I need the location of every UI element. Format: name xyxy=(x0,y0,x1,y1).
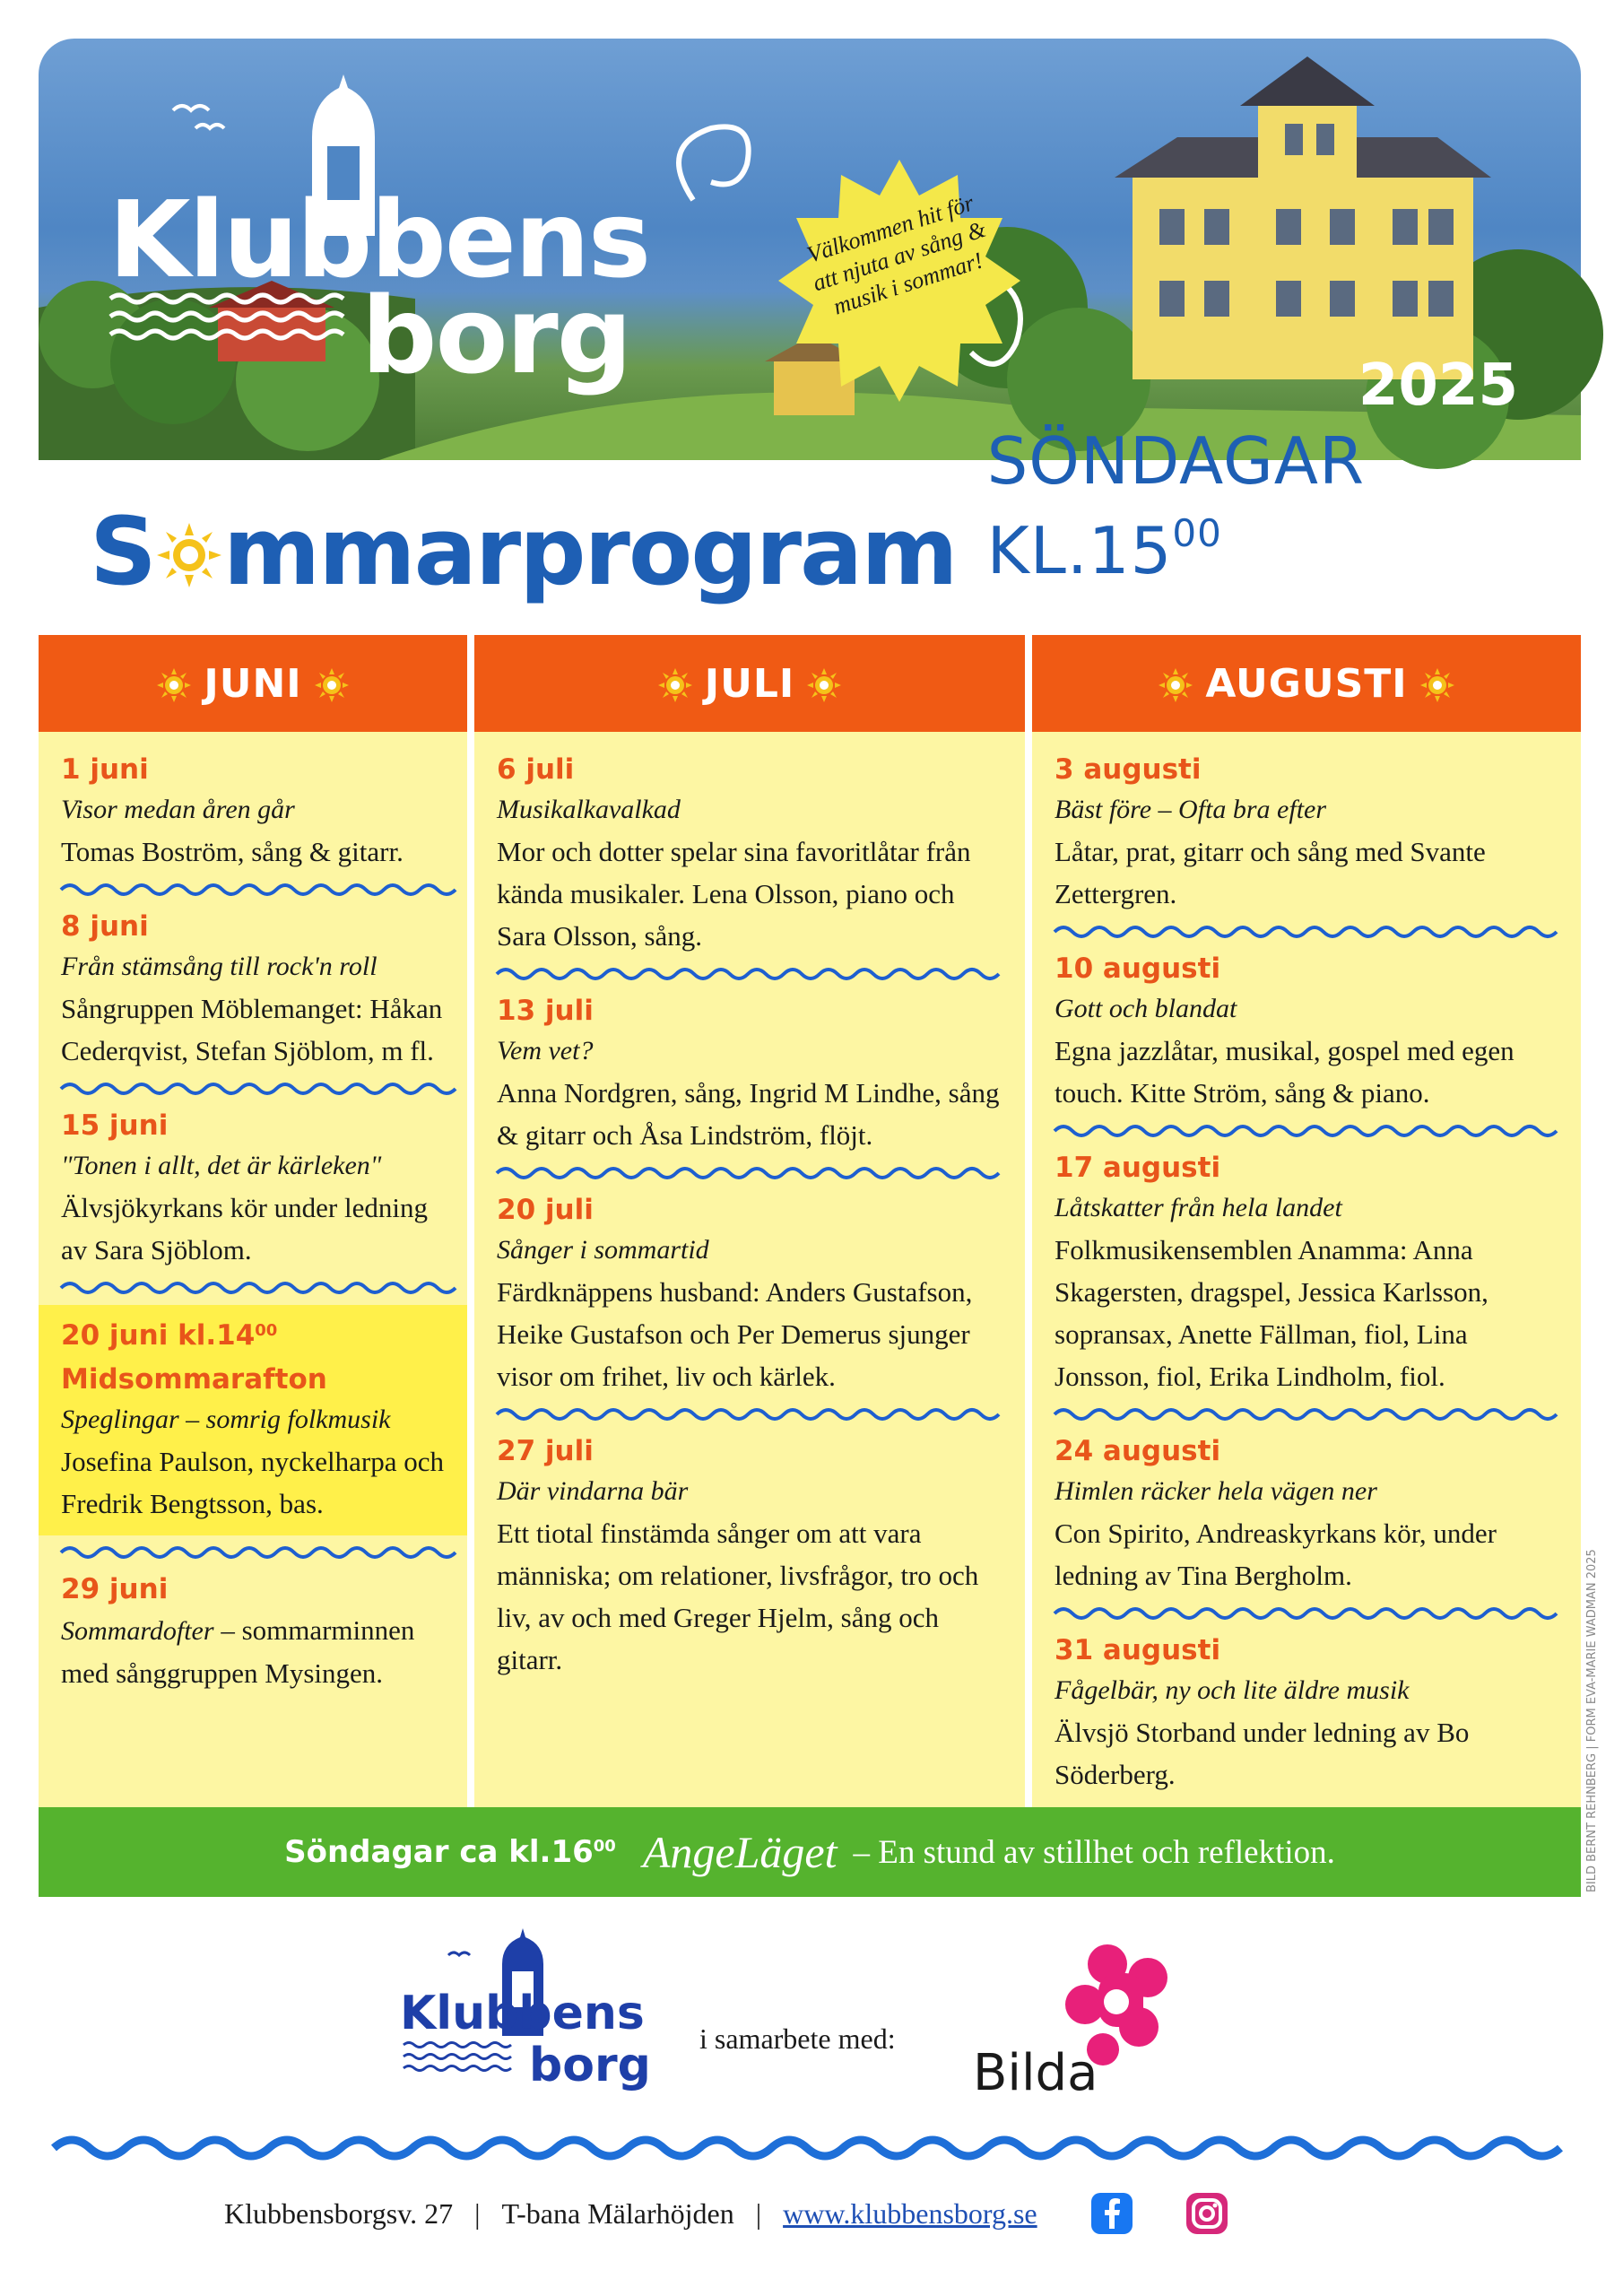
column-juni xyxy=(39,635,467,1807)
bilda-logo xyxy=(973,1937,1179,2102)
title-prefix: S xyxy=(90,497,155,606)
wave-divider xyxy=(1032,920,1581,940)
wave-divider xyxy=(39,1541,467,1561)
wave-divider xyxy=(474,962,1025,982)
footer-address: Klubbensborgsv. 27 xyxy=(224,2196,454,2230)
event-description: Färdknäppens husband: Anders Gustafson, Heike Gustafson och Per Demerus sjunger visor om frihet, liv och kärlek. xyxy=(497,1276,973,1392)
event-date: 17 augusti xyxy=(1055,1152,1221,1184)
angelaget-time: Söndagar ca $kl.16^{00}$ xyxy=(284,1834,616,1870)
sun-icon xyxy=(1420,666,1454,700)
event-description: Con Spirito, Andreaskyrkans kör, under ledning av Tina Bergholm. xyxy=(1055,1518,1497,1591)
klubbensborg-logo xyxy=(395,1928,651,2099)
event-title: Bäst före – Ofta bra efter xyxy=(1055,795,1327,824)
event-date: 20 juli xyxy=(497,1194,594,1226)
column-heading: JULI xyxy=(474,635,1025,732)
event-item xyxy=(1032,750,1581,915)
footer-sep: | xyxy=(755,2196,762,2230)
event-title: Där vindarna bär xyxy=(497,1476,689,1506)
event-title: "Tonen i allt, det är kärleken" xyxy=(61,1151,382,1180)
title-main xyxy=(90,498,957,605)
event-title: Från stämsång till rock'n roll xyxy=(61,952,378,981)
column-augusti xyxy=(1032,635,1581,1807)
sun-icon xyxy=(315,666,349,700)
event-title: Speglingar – somrig folkmusik xyxy=(61,1405,391,1434)
event-item xyxy=(39,907,467,1072)
event-date: 20 juni $kl.14^{00}$ xyxy=(61,1319,278,1352)
event-date: 13 juli xyxy=(497,995,594,1027)
column-heading: AUGUSTI xyxy=(1032,635,1581,732)
wave-divider xyxy=(1032,1403,1581,1422)
column-juli xyxy=(474,635,1025,1807)
event-item xyxy=(39,750,467,873)
instagram-icon[interactable] xyxy=(1186,2193,1228,2234)
welcome-text: Välkommen hit för att njuta av sång & musik i sommar! xyxy=(803,189,989,320)
event-item xyxy=(474,1190,1025,1397)
event-title: Sånger i sommartid xyxy=(497,1235,709,1265)
sun-icon xyxy=(157,666,191,700)
sun-icon xyxy=(1159,666,1193,700)
event-title: Gott och blandat xyxy=(1055,994,1237,1023)
event-date: 31 augusti xyxy=(1055,1634,1221,1666)
wave-divider xyxy=(474,1161,1025,1181)
logo-line1: Klubbens xyxy=(108,178,650,301)
event-description: Tomas Boström, sång & gitarr. xyxy=(61,836,404,867)
event-title: Vem vet? xyxy=(497,1036,594,1065)
event-description: Sommardofter – sommarminnen med sånggruppen Mysingen. xyxy=(61,1614,415,1689)
wave-divider xyxy=(1032,1602,1581,1622)
event-title: Visor medan åren går xyxy=(61,795,295,824)
image-credit: BILD BERNT REHNBERG | FORM EVA-MARIE WADMAN 2025 xyxy=(1585,1549,1599,1892)
event-description: Josefina Paulson, nyckelharpa och Fredrik Bengtsson, bas. xyxy=(61,1446,444,1519)
event-item xyxy=(1032,1631,1581,1796)
sun-icon xyxy=(807,666,841,700)
event-item xyxy=(39,1305,467,1535)
event-title: Låtskatter från hela landet xyxy=(1055,1193,1342,1222)
event-item xyxy=(1032,1431,1581,1596)
event-item xyxy=(1032,949,1581,1114)
event-date: 6 juli xyxy=(497,753,575,786)
website-link[interactable]: www.klubbensborg.se xyxy=(783,2196,1037,2230)
event-description: Egna jazzlåtar, musikal, gospel med egen touch. Kitte Ström, sång & piano. xyxy=(1055,1035,1515,1109)
title-rest: mmarprogram xyxy=(222,497,957,606)
sun-icon xyxy=(157,523,221,587)
svg-text:Klubbens: Klubbens xyxy=(400,1987,645,2040)
year: 2025 xyxy=(1358,352,1518,419)
event-item xyxy=(474,750,1025,957)
title-sub: SÖNDAGAR $KL.15^{00}$ xyxy=(986,423,1366,588)
event-date: 8 juni xyxy=(61,910,149,943)
event-date-note: Midsommarafton xyxy=(61,1363,327,1396)
svg-text:Bilda: Bilda xyxy=(973,2044,1098,2102)
event-item xyxy=(474,991,1025,1156)
footer-transit: T-bana Mälarhöjden xyxy=(501,2196,734,2230)
wave-divider xyxy=(39,878,467,898)
event-title: Musikalkavalkad xyxy=(497,795,681,824)
event-description: Sångruppen Möblemanget: Håkan Cederqvist, Stefan Sjöblom, m fl. xyxy=(61,993,443,1066)
event-date: 3 augusti xyxy=(1055,753,1202,786)
event-date: 24 augusti xyxy=(1055,1435,1221,1467)
event-description: Mor och dotter spelar sina favoritlåtar från kända musikaler. Lena Olsson, piano och Sara Olsson, sång. xyxy=(497,836,971,952)
wave-divider xyxy=(1032,1119,1581,1139)
logo-line2: borg xyxy=(361,274,631,397)
wave-divider xyxy=(39,1077,467,1097)
event-description: Älvsjökyrkans kör under ledning av Sara Sjöblom. xyxy=(61,1192,428,1265)
event-description: Ett tiotal finstämda sånger om att vara människa; om relationer, livsfrågor, tro och liv, av och med Greger Hjelm, sång och gitarr. xyxy=(497,1518,979,1675)
angelaget-bar xyxy=(39,1807,1581,1897)
event-title: Himlen räcker hela vägen ner xyxy=(1055,1476,1377,1506)
wave-divider xyxy=(474,1403,1025,1422)
footer xyxy=(224,2187,1480,2240)
event-description: Låtar, prat, gitarr och sång med Svante Zettergren. xyxy=(1055,836,1486,909)
event-date: 29 juni xyxy=(61,1573,169,1605)
event-description: Folkmusikensemblen Anamma: Anna Skagersten, dragspel, Jessica Karlsson, sopransax, Anette Fällman, fiol, Lina Jonsson, fiol, Erika Lindholm, fiol. xyxy=(1055,1234,1488,1392)
event-description: Älvsjö Storband under ledning av Bo Söderberg. xyxy=(1055,1717,1470,1790)
wave-divider xyxy=(39,1276,467,1296)
event-item xyxy=(1032,1148,1581,1397)
page-title xyxy=(90,423,1542,606)
event-date: 27 juli xyxy=(497,1435,594,1467)
collab-text: i samarbete med: xyxy=(699,2022,896,2055)
event-description: Anna Nordgren, sång, Ingrid M Lindhe, sång & gitarr och Åsa Lindström, flöjt. xyxy=(497,1077,1000,1151)
column-heading: JUNI xyxy=(39,635,467,732)
header-banner xyxy=(39,39,1581,460)
event-date: 15 juni xyxy=(61,1109,169,1142)
event-item xyxy=(474,1431,1025,1681)
event-item xyxy=(39,1570,467,1694)
bottom-wave xyxy=(54,2126,1569,2161)
event-date: 1 juni xyxy=(61,753,149,786)
event-date: 10 augusti xyxy=(1055,952,1221,985)
sun-icon xyxy=(658,666,692,700)
facebook-icon[interactable] xyxy=(1091,2193,1133,2234)
program-columns xyxy=(39,635,1581,1807)
svg-text:borg: borg xyxy=(529,2039,651,2092)
angelaget-desc: – En stund av stillhet och reflektion. xyxy=(853,1833,1335,1871)
event-title: Fågelbär, ny och lite äldre musik xyxy=(1055,1675,1410,1705)
event-item xyxy=(39,1106,467,1271)
angelaget-name: AngeLäget xyxy=(642,1827,838,1877)
footer-sep: | xyxy=(474,2196,481,2230)
